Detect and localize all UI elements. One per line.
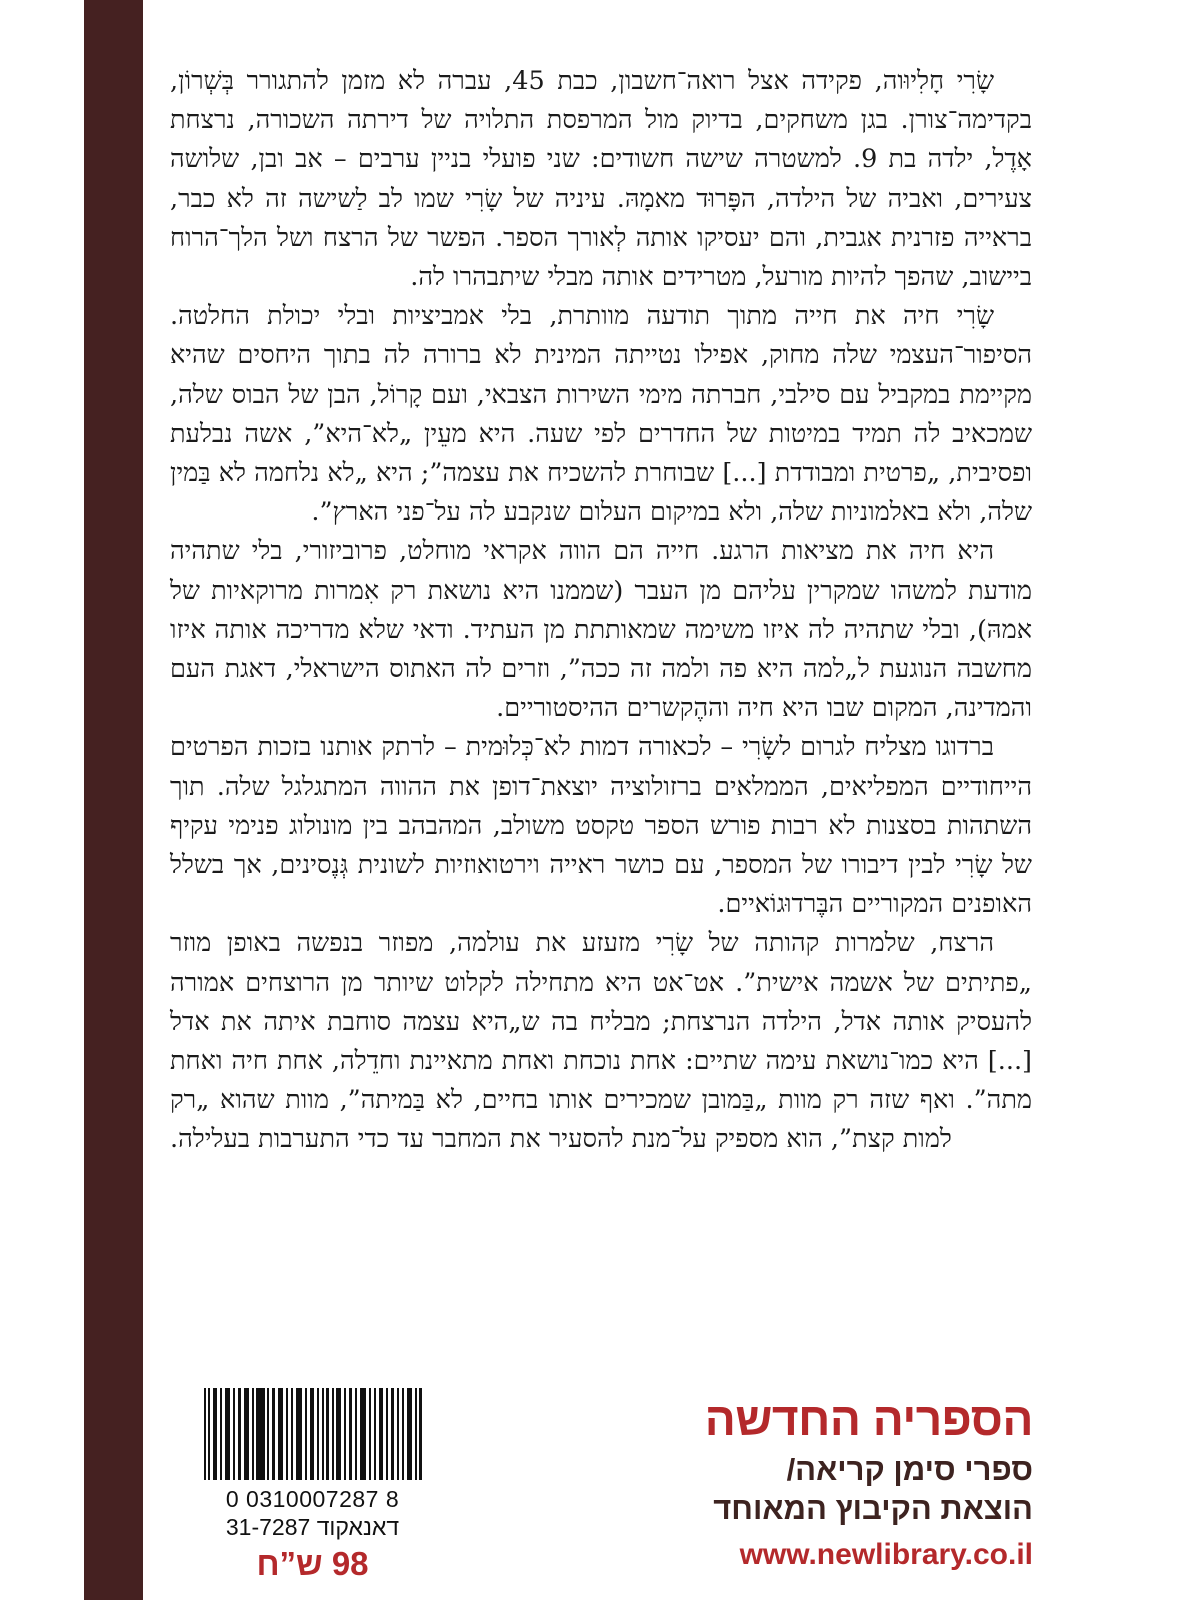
publisher-website-link[interactable]: www.newlibrary.co.il [739,1538,1033,1571]
danacode-row [195,1513,430,1542]
publisher-logo-block [705,1394,1033,1574]
price-label: 98 ש”ח [256,1544,369,1582]
barcode-icon [204,1388,422,1480]
barcode-block [195,1388,430,1582]
danacode-label: דאנאקוד [316,1513,400,1540]
blurb-paragraph: היא חיה את מציאות הרגע. חייה הם הווה אקראי מוחלט, פרוביזורי, בלי שתהיה מודעת למשהו שמקרין עליהם מן העבר (שממנו היא נושאת רק אִמרות מרוקאיות של אמהּ), ובלי שתהיה לה איזו משימה שמאותתת מן העתיד. ודאי שלא מדריכה אותה איזו מחשבה הנוגעת ל„למה היא פה ולמה זה ככה”, וזרים לה האתוס הישראלי, דאגת העם והמדינה, המקום שבו היא חיה וההֶקשרים ההיסטוריים. [170,536,1032,724]
back-cover-blurb [170,62,1032,1160]
book-spine-bar [84,0,143,1600]
publisher-house: הוצאת הקיבוץ המאוחד [713,1491,1033,1527]
publisher-imprint: ספרי סימן קריאה/ [786,1451,1033,1487]
barcode-number: 0 0310007287 8 [225,1485,400,1512]
publisher-name: הספריה החדשה [704,1393,1033,1446]
danacode-value: 31-7287 [225,1513,311,1540]
blurb-paragraph: הרצח, שלמרות קהותה של שָׂרִי מזעזע את עולמה, מפוזר בנפשה באופן מוזר „פתיתים של אשמה אישית”. אט־אט היא מתחילה לקלוט שיותר מן הרוצחים אמורה להעסיק אותה אדל, הילדה הנרצחת; מבליח בה ש„היא עצמה סוחבת איתה את אדל [...] היא כמו־נושאת עימה שתיים: אחת נוכחת ואחת מתאיינת וחדֵלה, אחת חיה ואחת מתה”. ואף שזה רק מוות „בַּמובן שמכירים אותו בחיים, לא בַּמיתה”, מוות שהוא „רק למות קצת”, הוא מספיק על־מנת להסעיר את המחבר עד כדי התערבות בעלילה. [170,928,1032,1155]
blurb-paragraph: שָׂרִי חיה את חייה מתוך תודעה מוותרת, בלי אמביציות ובלי יכולת החלטה. הסיפור־העצמי שלה מחוק, אפילו נטייתה המינית לא ברורה לה בתוך היחסים שהיא מקיימת במקביל עם סילבי, חברתה מימי השירות הצבאי, ועם קָרוֹל, הבן של הבוס שלה, שמכאיב לה תמיד במיטות של החדרים לפי שעה. היא מעֵין „לא־היא”, אשה נבלעת ופסיבית, „פרטית ומבודדת [...] שבוחרת להשכיח את עצמה”; היא „לא נלחמה לא בַּמין שלה, ולא באלמוניות שלה, ולא במיקום העלום שנקבע לה על־פני הארץ”. [170,301,1032,528]
back-cover-footer [143,1300,1200,1600]
blurb-paragraph: ברדוגו מצליח לגרום לשָׂרִי – לכאורה דמות לא־כְּלוּמית – לרתק אותנו בזכות הפרטים הייחודיים המפליאים, הממלאים ברזולוציה יוצאת־דופן את ההווה המתגלגל שלה. תוך השתהות בסצנות לא רבות פורש הספר טקסט משולב, המהבהב בין מונולוג פנימי עקיף של שָׂרִי לבין דיבורו של המספר, עם כושר ראייה וירטואוזיות לשונית גְּנֶסינים, אך בשלל האופנים המקוריים הבֶּרדוּגוֹאיים. [170,732,1032,920]
blurb-paragraph: שָׂרִי חָלִיוּוה, פקידה אצל רואה־חשבון, כבת 45, עברה לא מזמן להתגורר בְּשְׁרוֹן, בקדימה־צורן. בגן משחקים, בדיוק מול המרפסת התלויה של דירתה השכורה, נרצחת אָדֶל, ילדה בת 9. למשטרה שישה חשודים: שני פועלי בניין ערבים – אב ובן, שלושה צעירים, ואביה של הילדה, הפָּרוּד מאמָהּ. עיניה של שָׂרִי שמו לב לַשישה זה לא כבר, בראייה פזרנית אגבית, והם יעסיקו אותה לְאורך הספר. הפשר של הרצח ושל הלך־הרוח ביישוב, שהפך להיות מורעל, מטרידים אותה מבלי שיתבהרו לה. [170,66,1032,293]
